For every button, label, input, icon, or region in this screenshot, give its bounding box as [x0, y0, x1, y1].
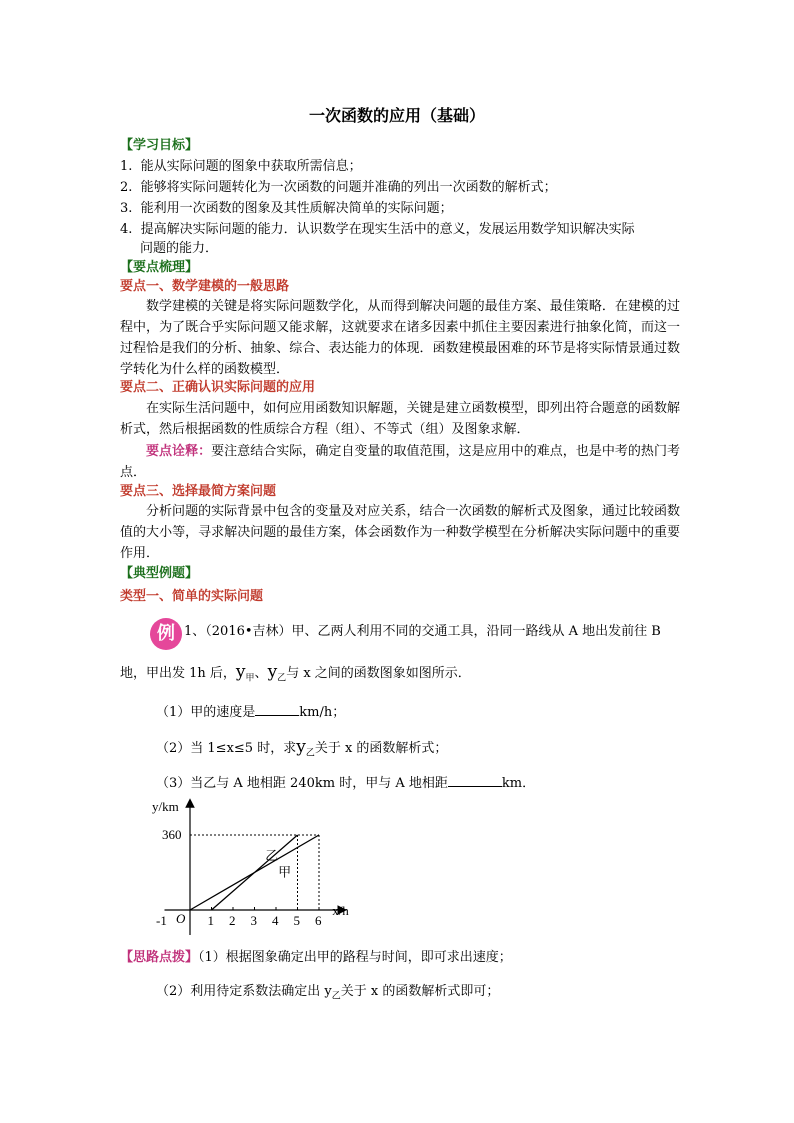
- example-badge: 例: [150, 618, 182, 650]
- point1-title: 要点一、数学建模的一般思路: [120, 279, 290, 294]
- note-text: 要注意结合实际，确定自变量的取值范围，这是应用中的难点，也是中考的热门考点．: [120, 444, 680, 480]
- q1-pre: （1）甲的速度是: [156, 705, 256, 720]
- key-header: 【要点梳理】: [120, 260, 199, 275]
- y-var: y: [267, 662, 278, 682]
- example-line1: 1、（2016•吉林）甲、乙两人利用不同的交通工具，沿同一路线从 A 地出发前往 B: [184, 624, 661, 639]
- examples-header: 【典型例题】: [120, 566, 199, 581]
- y-var: y: [296, 737, 306, 757]
- hint-text1: （1）根据图象确定出甲的路程与时间，即可求出速度；: [198, 950, 512, 965]
- origin-label: O: [176, 911, 186, 926]
- answer-blank-1[interactable]: [255, 701, 299, 716]
- goal-text: 能够将实际问题转化为一次函数的问题并准确的列出一次函数的解析式；: [140, 180, 557, 195]
- distance-time-chart: [140, 795, 370, 940]
- x-tick-label: 2: [229, 913, 236, 928]
- q3-post: km．: [501, 776, 536, 791]
- sub-yi: 乙: [305, 748, 315, 759]
- x-tick-label: -1: [156, 913, 167, 928]
- goal-num: 2.: [120, 180, 133, 195]
- line2-pre: 地，甲出发 1h 后，: [120, 666, 236, 681]
- series-label-jia: 甲: [278, 864, 292, 880]
- goals-header: 【学习目标】: [120, 138, 199, 153]
- point3-text: 分析问题的实际背景中包含的变量及对应关系，结合一次函数的解析式及图象，通过比较函数值的大小等，寻求解决问题的最佳方案，体会函数作为一种数学模型在分析解决实际问题中的重要作用．: [120, 504, 680, 561]
- point2-text: 在实际生活问题中，如何应用函数知识解题，关键是建立函数模型，即列出符合题意的函数解析式，然后根据函数的性质综合方程（组）、不等式（组）及图象求解．: [120, 401, 680, 437]
- x-tick-label: 6: [315, 913, 322, 928]
- q1-post: km/h；: [299, 705, 346, 720]
- y-tick-label: 360: [162, 827, 182, 842]
- series-label-yi: 乙: [265, 848, 279, 863]
- goal-item-1: [120, 157, 362, 177]
- point3-title: 要点三、选择最简方案问题: [120, 484, 277, 499]
- hint-line2: [156, 982, 499, 1007]
- hint-sub: 乙: [331, 991, 341, 1002]
- goal-item-3: [120, 199, 453, 219]
- goal-text: 能从实际问题的图象中获取所需信息；: [140, 159, 362, 174]
- point1-text: 数学建模的关键是将实际问题数学化，从而得到解决问题的最佳方案、最佳策略．在建模的过程中，为了既合乎实际问题又能求解，这就要求在诸多因素中抓住主要因素进行抽象化简，而这一过程恰是我们的分析、抽象、综合、表达能力的体现．函数建模最困难的环节是将实际情景通过数学转化为什么样的函数模型．: [120, 299, 680, 377]
- question-2: [156, 737, 447, 764]
- x-tick-label: 5: [293, 913, 300, 928]
- sub-yi: 乙: [277, 673, 287, 684]
- x-tick-label: 3: [250, 913, 257, 928]
- goal-item-2: [120, 178, 557, 198]
- hint-pre: （2）利用待定系数法确定出 y: [156, 984, 332, 999]
- x-tick-label: 1: [207, 913, 214, 928]
- goal-num: 4.: [120, 222, 133, 237]
- line2-post: 与 x 之间的函数图象如图所示．: [286, 666, 471, 681]
- y-axis-label: y/km: [152, 799, 179, 814]
- question-1: [156, 701, 345, 723]
- x-tick-label: 4: [272, 913, 279, 928]
- hint-line1: [120, 948, 512, 968]
- point2-title: 要点二、正确认识实际问题的应用: [120, 380, 316, 395]
- point2-note: [120, 441, 680, 483]
- goal-num: 3.: [120, 201, 133, 216]
- hint-label: 【思路点拨】: [120, 950, 199, 965]
- q2-post: 关于 x 的函数解析式；: [314, 741, 448, 756]
- sub-jia: 甲: [245, 673, 255, 684]
- x-axis-label: x/h: [332, 903, 349, 918]
- sep: 、: [254, 666, 268, 681]
- hint-post: 关于 x 的函数解析式即可；: [340, 984, 500, 999]
- y-var: y: [235, 662, 246, 682]
- goal-text: 提高解决实际问题的能力．认识数学在现实生活中的意义，发展运用数学知识解决实际: [140, 222, 635, 237]
- goal-text: 能利用一次函数的图象及其性质解决简单的实际问题；: [140, 201, 453, 216]
- goal-num: 1.: [120, 159, 133, 174]
- answer-blank-3[interactable]: [448, 772, 502, 787]
- goal-item-4-cont: 问题的能力．: [140, 241, 219, 256]
- q3-pre: （3）当乙与 A 地相距 240km 时，甲与 A 地相距: [156, 776, 448, 791]
- question-3: [156, 772, 535, 794]
- page-title: 一次函数的应用（基础）: [308, 106, 485, 125]
- goal-item-4: [120, 220, 635, 240]
- type1-title: 类型一、简单的实际问题: [120, 589, 264, 604]
- q2-pre: （2）当 1≤x≤5 时，求: [156, 741, 297, 756]
- example-line2: [120, 662, 471, 689]
- note-label: 要点诠释：: [146, 444, 212, 459]
